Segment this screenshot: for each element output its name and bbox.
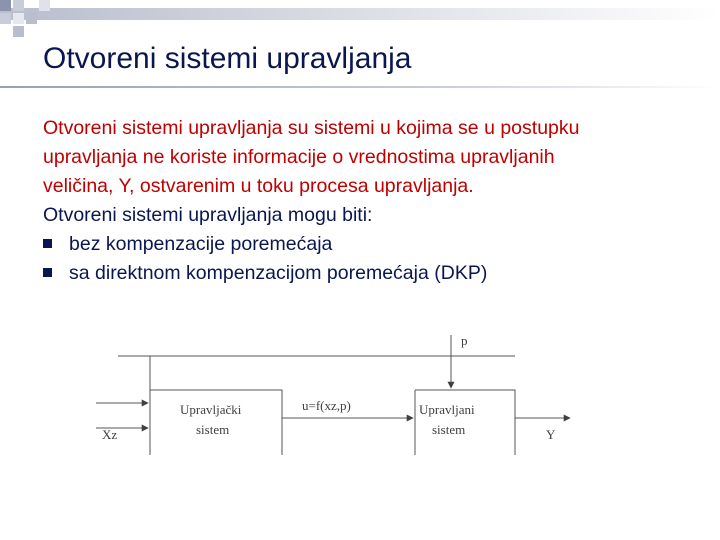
paragraph-line: veličina, Y, ostvarenim u toku procesa upravljanja. bbox=[43, 175, 474, 197]
paragraph-line: upravljanja ne koriste informacije o vrednostima upravljanih bbox=[43, 146, 555, 168]
input-label: Xz bbox=[102, 427, 118, 442]
bullet-item bbox=[43, 230, 713, 259]
intro-text: Otvoreni sistemi upravljanja mogu biti: bbox=[43, 204, 373, 226]
output-label: Y bbox=[546, 427, 556, 442]
block-diagram bbox=[90, 330, 590, 460]
controller-label-line1: Upravljački bbox=[180, 402, 242, 417]
control-signal-label: u=f(xz,p) bbox=[302, 398, 351, 413]
slide-body bbox=[43, 114, 713, 288]
square-bullet-icon bbox=[43, 268, 52, 277]
plant-label-line2: sistem bbox=[432, 422, 466, 437]
plant-label-line1: Upravljani bbox=[419, 402, 475, 417]
bullet-text: sa direktnom kompenzacijom poremećaja (DKP) bbox=[69, 262, 488, 284]
bullet-text: bez kompenzacije poremećaja bbox=[69, 233, 333, 255]
title-divider bbox=[0, 86, 720, 88]
controller-label-line2: sistem bbox=[196, 422, 230, 437]
square-bullet-icon bbox=[43, 239, 52, 248]
disturbance-label: p bbox=[461, 333, 468, 348]
page-title: Otvoreni sistemi upravljanja bbox=[43, 42, 412, 75]
bullet-item bbox=[43, 259, 713, 288]
paragraph-line: Otvoreni sistemi upravljanja su sistemi u kojima se u postupku bbox=[43, 117, 580, 139]
